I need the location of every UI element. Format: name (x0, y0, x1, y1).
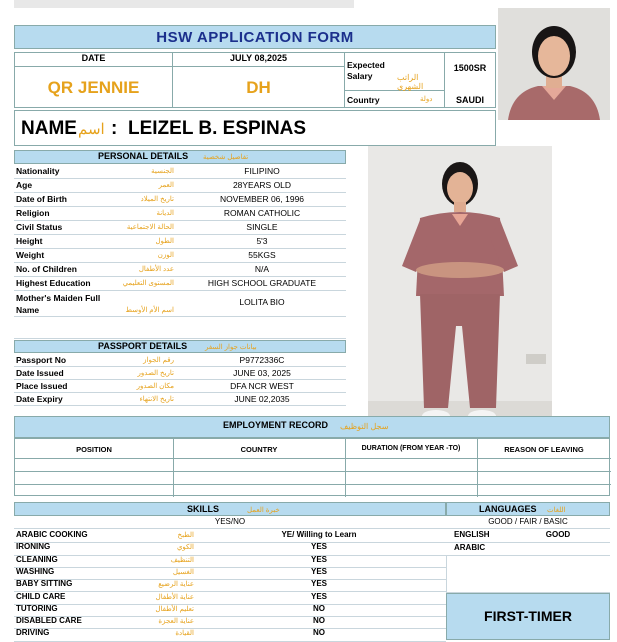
passport-row-label: Passport No (16, 355, 67, 365)
country-arabic: دولة (420, 96, 433, 103)
passport-row-arabic: تاريخ الصدور (137, 370, 174, 377)
personal-row (14, 263, 346, 277)
country-label: Country (347, 95, 380, 105)
skill-row-arabic: الغسيل (172, 568, 194, 576)
passport-details-heading (14, 340, 346, 353)
personal-row-label: Religion (16, 208, 50, 218)
personal-row-arabic: الوزن (157, 252, 174, 259)
passport-row-arabic: تاريخ الانتهاء (139, 396, 174, 403)
top-strip (14, 0, 354, 8)
skill-row-arabic: الطبخ (177, 532, 194, 539)
skill-row-label: CHILD CARE (16, 591, 66, 601)
personal-row-label: Date of Birth (16, 194, 67, 204)
passport-heading-arabic: بيانات جواز السفر (205, 344, 257, 351)
skill-row-label: DISABLED CARE (16, 616, 82, 626)
spacer-row (14, 317, 346, 339)
expected-salary-arabic: الراتب الشهري (397, 73, 424, 91)
employment-grid-v1 (173, 439, 174, 497)
personal-row-value: ROMAN CATHOLIC (223, 208, 301, 218)
date-label: DATE (15, 53, 173, 67)
skill-row (14, 579, 446, 592)
skill-row-arabic: الكوي (176, 544, 194, 552)
employment-col-country: COUNTRY (240, 445, 278, 454)
employment-col-reason: REASON OF LEAVING (504, 445, 584, 454)
passport-row (14, 393, 346, 406)
skills-subheading: YES/NO (14, 517, 446, 529)
passport-row-label: Place Issued (16, 381, 68, 391)
language-row-label: ARABIC (454, 542, 486, 552)
form-title-bar (14, 25, 496, 49)
skill-row-arabic: عناية الأطفال (155, 593, 194, 601)
skill-row (14, 530, 446, 543)
personal-row-label: Weight (16, 250, 45, 260)
personal-row-value: FILIPINO (244, 166, 280, 176)
country-value: SAUDI (455, 95, 484, 105)
languages-subheading: GOOD / FAIR / BASIC (446, 517, 610, 529)
passport-row (14, 380, 346, 393)
language-row (446, 543, 610, 556)
passport-row-value: JUNE 03, 2025 (233, 368, 291, 378)
skill-row-value: YES (310, 554, 327, 564)
personal-details-heading (14, 150, 346, 164)
personal-row-label: Highest Education (16, 278, 91, 288)
skills-heading-arabic: خبرة العمل (247, 507, 280, 514)
passport-row-label: Date Issued (16, 368, 64, 378)
employment-grid-h2 (15, 471, 611, 472)
skill-row (14, 542, 446, 555)
passport-row-label: Date Expiry (16, 394, 63, 404)
personal-row (14, 207, 346, 221)
employment-heading-text: EMPLOYMENT RECORD (223, 420, 329, 430)
date-value: JULY 08,2025 (173, 53, 345, 67)
skill-row-label: BABY SITTING (16, 579, 73, 589)
skill-row-label: WASHING (16, 566, 55, 576)
personal-row-value: NOVEMBER 06, 1996 (219, 194, 305, 204)
agency-name: QR JENNIE (15, 67, 173, 108)
expected-salary-value: 1500SR (453, 63, 487, 73)
personal-row (14, 193, 346, 207)
skill-row-arabic: عناية الرضيع (158, 581, 194, 589)
name-label: NAME (21, 118, 77, 139)
name-label-arabic: اسم (78, 121, 105, 138)
passport-row-arabic: رقم الجواز (143, 357, 174, 364)
personal-row (14, 277, 346, 291)
agency-code: DH (173, 67, 345, 108)
personal-row-arabic: تاريخ الميلاد (140, 196, 174, 203)
skill-row-value: NO (313, 628, 325, 638)
personal-row-value: 28YEARS OLD (232, 180, 292, 190)
skill-row-value: YES (310, 542, 327, 552)
applicant-headshot (498, 8, 610, 120)
skill-row-label: DRIVING (16, 628, 50, 638)
employment-grid-v2 (345, 439, 346, 497)
languages-heading-arabic: اللغات (547, 507, 566, 514)
personal-row-label: Height (16, 236, 43, 246)
skill-row-value: YE/ Willing to Learn (281, 530, 357, 539)
personal-row-label: Age (16, 180, 33, 190)
skill-row (14, 616, 446, 629)
skill-row-value: NO (313, 616, 325, 626)
passport-row-value: JUNE 02,2035 (234, 394, 290, 404)
applicant-name: LEIZEL B. ESPINAS (128, 118, 307, 139)
personal-row-arabic: الجنسية (151, 168, 174, 175)
passport-row-arabic: مكان الصدور (136, 383, 174, 390)
skill-row-arabic: القيادة (175, 630, 194, 638)
skill-row (14, 628, 446, 641)
employment-grid-v3 (477, 439, 478, 497)
personal-heading-arabic: تفاصيل شخصية (203, 154, 249, 161)
skill-row (14, 604, 446, 617)
personal-row-label: Nationality (16, 166, 60, 176)
skill-row-label: TUTORING (16, 603, 58, 613)
headshot-image (498, 8, 610, 120)
passport-row (14, 354, 346, 367)
personal-row-value: HIGH SCHOOL GRADUATE (207, 278, 317, 288)
employment-col-position: POSITION (76, 445, 112, 454)
personal-row-value: 5'3 (256, 236, 268, 246)
personal-row (14, 179, 346, 193)
skill-row-arabic: تعليم الأطفال (155, 605, 194, 613)
form-title: HSW APPLICATION FORM (156, 29, 354, 46)
employment-grid-h1 (15, 458, 611, 459)
languages-heading-text: LANGUAGES (479, 504, 537, 514)
skill-row-label: ARABIC COOKING (16, 530, 88, 539)
personal-row-label: No. of Children (16, 264, 77, 274)
employment-heading-arabic: سجل التوظيف (340, 422, 389, 431)
full-body-image (368, 146, 552, 436)
first-timer-badge (446, 593, 610, 640)
personal-heading-text: PERSONAL DETAILS (98, 151, 189, 161)
personal-row-label: Civil Status (16, 222, 63, 232)
mother-maiden-arabic: اسم الأم الأوسط (125, 307, 174, 314)
skill-row-arabic: التنظيف (170, 556, 194, 564)
mother-maiden-row (14, 291, 346, 317)
passport-row-value: DFA NCR WEST (230, 381, 294, 391)
personal-row-value: 55KGS (248, 250, 276, 260)
country-cell (345, 91, 445, 108)
employment-table (14, 438, 610, 496)
personal-row (14, 221, 346, 235)
personal-row-value: SINGLE (246, 222, 278, 232)
language-row-value: GOOD (545, 530, 571, 539)
skill-row (14, 555, 446, 568)
personal-row (14, 235, 346, 249)
skill-row-label: IRONING (16, 542, 51, 552)
personal-row-arabic: عدد الأطفال (138, 266, 174, 273)
personal-row-value: N/A (254, 264, 270, 274)
language-row-label: ENGLISH (454, 530, 490, 539)
skill-row-label: CLEANING (16, 554, 58, 564)
employment-record-heading (14, 416, 610, 438)
skill-row (14, 567, 446, 580)
name-bar (14, 110, 496, 146)
personal-row (14, 249, 346, 263)
mother-maiden-label: Mother's Maiden Full Name (16, 293, 101, 315)
personal-row (14, 165, 346, 179)
skill-row-value: YES (310, 579, 327, 589)
languages-heading (446, 502, 610, 516)
passport-row (14, 367, 346, 380)
skills-heading-text: SKILLS (187, 504, 220, 514)
languages-empty-rows (446, 555, 610, 593)
applicant-full-body-photo (368, 146, 552, 436)
employment-grid-h3 (15, 484, 611, 485)
expected-salary-cell (345, 53, 445, 91)
skills-heading (14, 502, 446, 516)
passport-heading-text: PASSPORT DETAILS (98, 341, 188, 351)
passport-row-value: P9772336C (239, 355, 285, 365)
header-block (14, 52, 496, 108)
personal-row-arabic: الطول (155, 238, 174, 245)
first-timer-text: FIRST-TIMER (484, 608, 572, 624)
skill-row-arabic: عناية العجزة (158, 618, 194, 626)
language-row (446, 530, 610, 543)
personal-row-arabic: الديانة (156, 210, 174, 217)
personal-row-arabic: المستوى التعليمي (122, 280, 174, 287)
mother-maiden-value: LOLITA BIO (239, 297, 285, 307)
skill-row (14, 592, 446, 605)
name-colon: : (111, 118, 118, 139)
skill-row-value: YES (310, 591, 327, 601)
personal-row-arabic: الحالة الاجتماعية (126, 224, 174, 231)
skill-row-value: NO (313, 603, 325, 613)
skill-row-value: YES (310, 566, 327, 576)
expected-salary-label: Expected Salary (347, 60, 385, 81)
employment-col-duration: DURATION (FROM YEAR -TO) (361, 445, 461, 452)
personal-row-arabic: العمر (158, 182, 174, 189)
